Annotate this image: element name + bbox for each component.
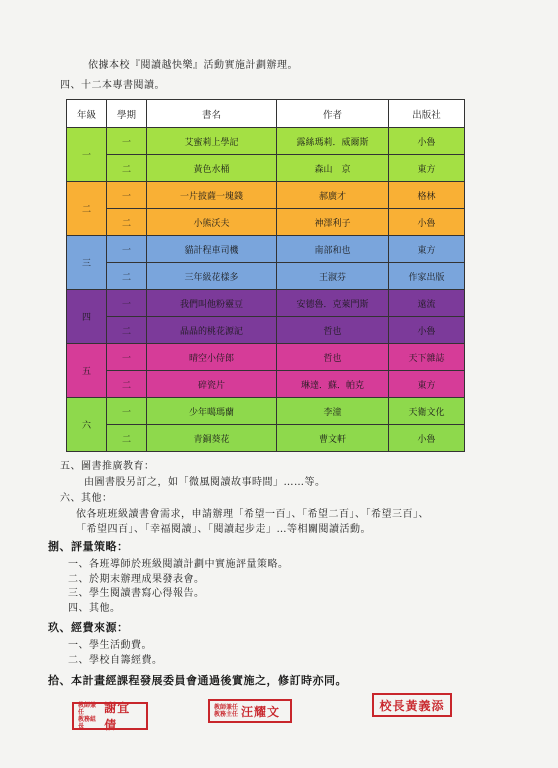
section-four-heading: 四、十二本專書閱讀。 (60, 80, 165, 91)
section-six-body-line1: 依各班班級讀書會需求，申請辦理「希望一百」、「希望二百」、「希望三百」、 (76, 509, 429, 520)
publisher-cell: 東方 (389, 155, 465, 182)
book-title-cell: 晶晶的桃花源記 (147, 317, 277, 344)
book-title-cell: 碎瓷片 (147, 371, 277, 398)
funding-item: 二、學校自籌經費。 (68, 655, 163, 666)
publisher-cell: 作家出版 (389, 263, 465, 290)
header-title: 書名 (147, 100, 277, 128)
section-six-body-line2: 「希望四百」、「幸福閱讀」、「閱讀起步走」…等相關閱讀活動。 (76, 524, 371, 535)
funding-heading: 玖、經費來源： (48, 621, 129, 634)
book-title-cell: 貓計程車司機 (147, 236, 277, 263)
author-cell: 王淑芬 (277, 263, 389, 290)
author-cell: 曹文軒 (277, 425, 389, 452)
term-cell: 二 (107, 209, 147, 236)
funding-item: 一、學生活動費。 (68, 640, 152, 651)
book-title-cell: 青銅葵花 (147, 425, 277, 452)
term-cell: 一 (107, 182, 147, 209)
publisher-cell: 東方 (389, 236, 465, 263)
header-grade: 年級 (67, 100, 107, 128)
author-cell: 森山 京 (277, 155, 389, 182)
table-row (67, 209, 465, 236)
table-row (67, 317, 465, 344)
term-cell: 二 (107, 371, 147, 398)
grade-cell: 四 (67, 290, 107, 344)
stamp-name: 謝宜倩 (104, 701, 131, 732)
stamp-title-line1: 教師兼任 (78, 702, 97, 716)
book-title-cell: 三年級花樣多 (147, 263, 277, 290)
book-title-cell: 我們叫他粉靈豆 (147, 290, 277, 317)
term-cell: 一 (107, 398, 147, 425)
term-cell: 二 (107, 263, 147, 290)
term-cell: 一 (107, 128, 147, 155)
header-term: 學期 (107, 100, 147, 128)
term-cell: 二 (107, 425, 147, 452)
publisher-cell: 小魯 (389, 209, 465, 236)
author-cell: 哲也 (277, 317, 389, 344)
table-row (67, 236, 465, 263)
closing-statement: 拾、本計畫經課程發展委員會通過後實施之，修訂時亦同。 (48, 674, 347, 687)
book-list-table (66, 99, 465, 452)
stamp-name: 校長黃義添 (379, 698, 445, 713)
intro-line: 依據本校『閱讀越快樂』活動實施計劃辦理。 (88, 60, 298, 71)
table-row (67, 128, 465, 155)
publisher-cell: 東方 (389, 371, 465, 398)
grade-cell: 三 (67, 236, 107, 290)
stamp-academic-director (208, 699, 292, 723)
grade-cell: 五 (67, 344, 107, 398)
section-six-heading: 六、其他： (60, 493, 113, 504)
section-five-heading: 五、圖書推廣教育： (60, 461, 155, 472)
author-cell: 琳達．蘇．帕克 (277, 371, 389, 398)
table-row (67, 182, 465, 209)
table-row (67, 344, 465, 371)
author-cell: 神澤利子 (277, 209, 389, 236)
book-title-cell: 晴空小侍郎 (147, 344, 277, 371)
evaluation-item: 二、於期末辦理成果發表會。 (68, 574, 205, 585)
table-header-row (67, 100, 465, 128)
book-title-cell: 艾蜜莉上學記 (147, 128, 277, 155)
table-row (67, 155, 465, 182)
author-cell: 郝廣才 (277, 182, 389, 209)
header-author: 作者 (277, 100, 389, 128)
table-row (67, 398, 465, 425)
table-row (67, 290, 465, 317)
grade-cell: 六 (67, 398, 107, 452)
publisher-cell: 小魯 (389, 128, 465, 155)
publisher-cell: 小魯 (389, 317, 465, 344)
evaluation-item: 四、其他。 (68, 603, 121, 614)
evaluation-item: 一、各班導師於班級閱讀計劃中實施評量策略。 (68, 559, 289, 570)
stamp-title-line1: 教師兼任 (214, 704, 239, 711)
table-row (67, 425, 465, 452)
table-row (67, 263, 465, 290)
term-cell: 一 (107, 236, 147, 263)
stamp-title-line2: 教務組長 (78, 716, 97, 730)
stamp-principal (372, 693, 452, 717)
book-title-cell: 一片披薩一塊錢 (147, 182, 277, 209)
stamp-academic-section-chief (72, 702, 148, 730)
section-five-body: 由圖書股另訂之，如「微風閱讀故事時間」……等。 (84, 477, 326, 488)
term-cell: 二 (107, 317, 147, 344)
grade-cell: 二 (67, 182, 107, 236)
header-publisher: 出版社 (389, 100, 465, 128)
term-cell: 一 (107, 290, 147, 317)
table-row (67, 371, 465, 398)
evaluation-item: 三、學生閱讀書寫心得報告。 (68, 588, 205, 599)
author-cell: 安德魯．克萊門斯 (277, 290, 389, 317)
term-cell: 一 (107, 344, 147, 371)
book-title-cell: 小熊沃夫 (147, 209, 277, 236)
publisher-cell: 格林 (389, 182, 465, 209)
grade-cell: 一 (67, 128, 107, 182)
evaluation-heading: 捌、評量策略： (48, 540, 129, 553)
book-title-cell: 少年噶瑪蘭 (147, 398, 277, 425)
publisher-cell: 天衛文化 (389, 398, 465, 425)
author-cell: 露絲瑪莉．威爾斯 (277, 128, 389, 155)
author-cell: 李潼 (277, 398, 389, 425)
stamp-title-line2: 教務主任 (214, 711, 239, 718)
publisher-cell: 小魯 (389, 425, 465, 452)
publisher-cell: 遠流 (389, 290, 465, 317)
publisher-cell: 天下雜誌 (389, 344, 465, 371)
term-cell: 二 (107, 155, 147, 182)
author-cell: 南部和也 (277, 236, 389, 263)
book-title-cell: 黃色水桶 (147, 155, 277, 182)
stamp-name: 汪耀文 (241, 704, 281, 719)
author-cell: 哲也 (277, 344, 389, 371)
